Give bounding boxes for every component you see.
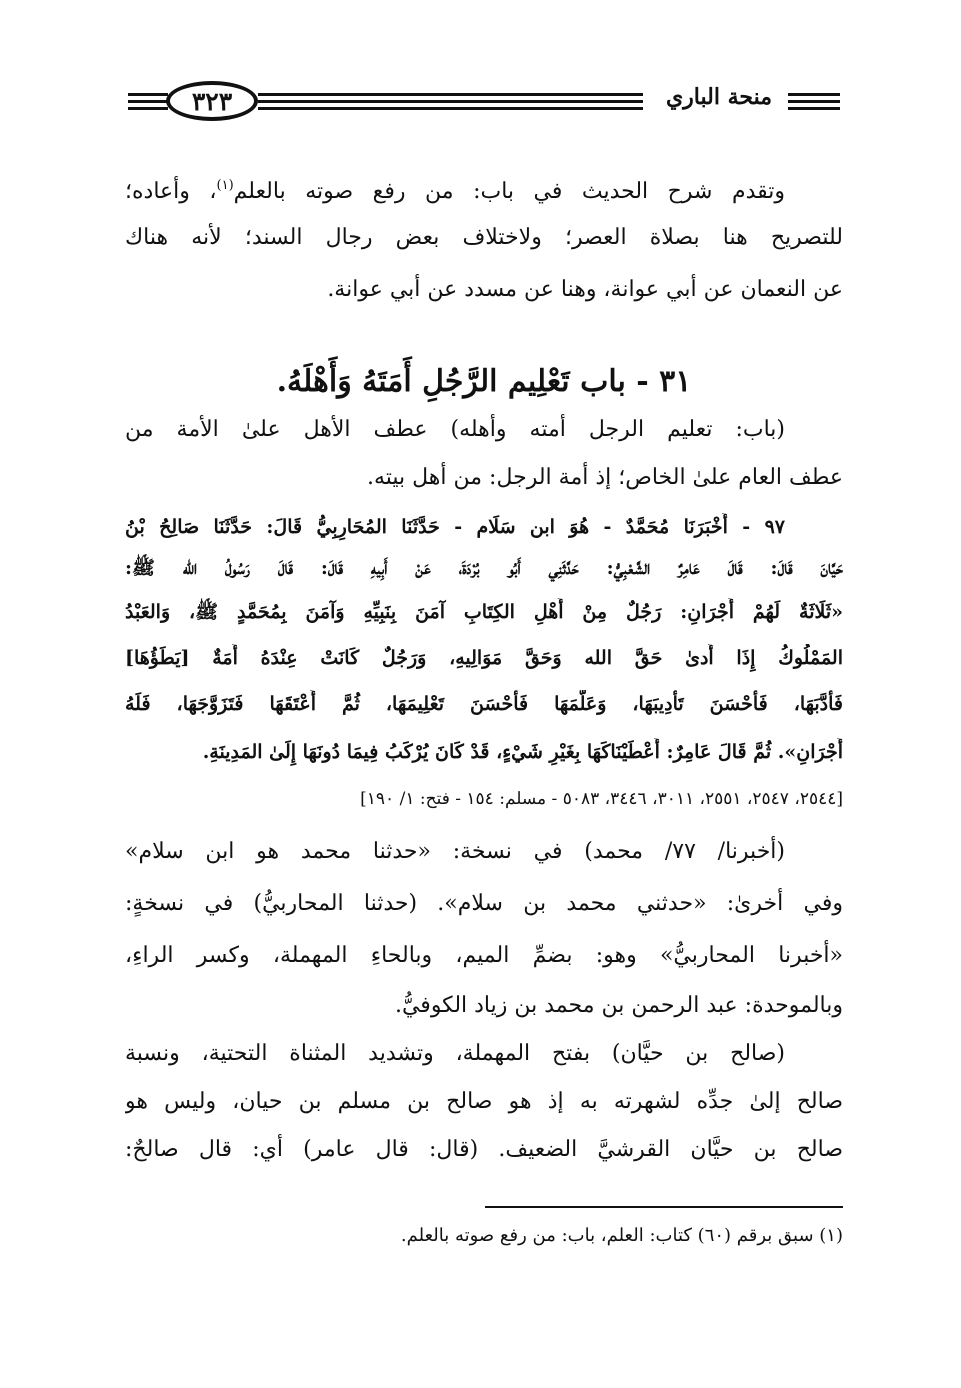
header-rule-left	[128, 93, 168, 111]
footnote-1: (١) سبق برقم (٦٠) كتاب: العلم، باب: من رفع صوته بالعلم.	[400, 1225, 843, 1246]
commentary3-line-3: صالح بن حيَّان القرشيَّ الضعيف. (قال: قال عامر) أي: قال صالحٌ:	[125, 1137, 843, 1162]
footnote-ref: (١)	[216, 178, 234, 193]
intro-line-1-tail: ، وأعاده؛	[125, 179, 217, 204]
hadith-line-6: أَجْرَانِ». ثُمَّ قَالَ عَامِرٌ: أَعْطَيْنَاكَهَا بِغَيْرِ شَيْءٍ، قَدْ كَانَ يُرْكَبُ فِيمَا دُونَهَا إِلَىٰ المَدِينَةِ.	[202, 741, 843, 763]
page-number	[166, 81, 258, 121]
section-heading: ٣١ - باب تَعْلِيم الرَّجُلِ أَمَتَهُ وَأَهْلَهُ.	[276, 364, 692, 399]
commentary3-line-1: (صالح بن حيَّان) بفتح المهملة، وتشديد المثناة التحتية، ونسبة	[125, 1041, 785, 1066]
commentary2-line-1: (أخبرنا/ ٧٧/ محمد) في نسخة: «حدثنا محمد هو ابن سلام»	[125, 839, 785, 864]
commentary1-line-2: عطف العام علىٰ الخاص؛ إذ أمة الرجل: من أهل بيته.	[366, 465, 843, 490]
header-rule-middle	[258, 93, 643, 111]
commentary2-line-2: وفي أخرىٰ: «حدثني محمد بن سلام». (حدثنا المحاربيُّ) في نسخةٍ:	[125, 891, 843, 916]
hadith-references: [٢٥٤٤، ٢٥٤٧، ٢٥٥١، ٣٠١١، ٣٤٤٦، ٥٠٨٣ - مسلم: ١٥٤ - فتح: ١/ ١٩٠]	[360, 789, 843, 809]
running-header	[128, 80, 840, 130]
intro-line-3: عن النعمان عن أبي عوانة، وهنا عن مسدد عن أبي عوانة.	[327, 277, 843, 302]
commentary1-line-1: (باب: تعليم الرجل أمته وأهله) عطف الأهل علىٰ الأمة من	[125, 417, 785, 442]
hadith-line-1: ٩٧ - أَخْبَرَنَا مُحَمَّدٌ - هُوَ ابن سَلَام - حَدَّثَنَا المُحَارِبِيُّ قَالَ: حَدَّثَنَا صَالِحُ بْنُ	[125, 516, 785, 538]
intro-line-2: للتصريح هنا بصلاة العصر؛ ولاختلاف بعض رجال السند؛ لأنه هناك	[125, 225, 843, 250]
intro-line-1	[125, 170, 843, 208]
book-title: منحة الباري	[665, 84, 773, 110]
hadith-line-2: حَيَّانَ قَالَ: قَالَ عَامِرٌ الشَّعْبِيُّ: حَدَّثَنِي أَبُو بُرْدَةَ، عَنْ أَبِيهِ قَالَ: قَالَ رَسُولُ الله ﷺ:	[125, 557, 843, 579]
page-number-text: ٣٢٣	[191, 86, 233, 116]
hadith-line-5: فَأَدَّبَهَا، فَأَحْسَنَ تَأْدِيبَهَا، وَعَلَّمَهَا فَأَحْسَنَ تَعْلِيمَهَا، ثُمَّ أَعْتَقَهَا فَتَزَوَّجَهَا، فَلَهُ	[125, 693, 843, 715]
hadith-line-4: المَمْلُوكُ إِذَا أَدىٰ حَقَّ الله وَحَقَّ مَوَالِيهِ، وَرَجُلٌ كَانَتْ عِنْدَهُ أَمَةٌ [يَطَؤُهَا]	[125, 647, 843, 669]
footnote-rule	[485, 1206, 843, 1208]
commentary2-line-3: «أخبرنا المحاربيُّ» وهو: بضمِّ الميم، وبالحاءِ المهملة، وكسر الراءِ،	[125, 943, 843, 968]
intro-line-1-text: وتقدم شرح الحديث في باب: من رفع صوته بالعلم	[233, 179, 785, 204]
hadith-line-3: «ثَلَاثَةٌ لَهُمْ أَجْرَانِ: رَجُلٌ مِنْ أَهْلِ الكِتَابِ آمَنَ بِنَبِيِّهِ وَآمَنَ بِمُحَمَّدٍ ﷺ، وَالعَبْدُ	[125, 601, 843, 623]
commentary2-line-4: وبالموحدة: عبد الرحمن بن محمد بن زياد الكوفيُّ.	[394, 993, 843, 1018]
header-rule-right	[788, 93, 840, 111]
commentary3-line-2: صالح إلىٰ جدِّه لشهرته به إذ هو صالح بن مسلم بن حيان، وليس هو	[125, 1089, 843, 1114]
